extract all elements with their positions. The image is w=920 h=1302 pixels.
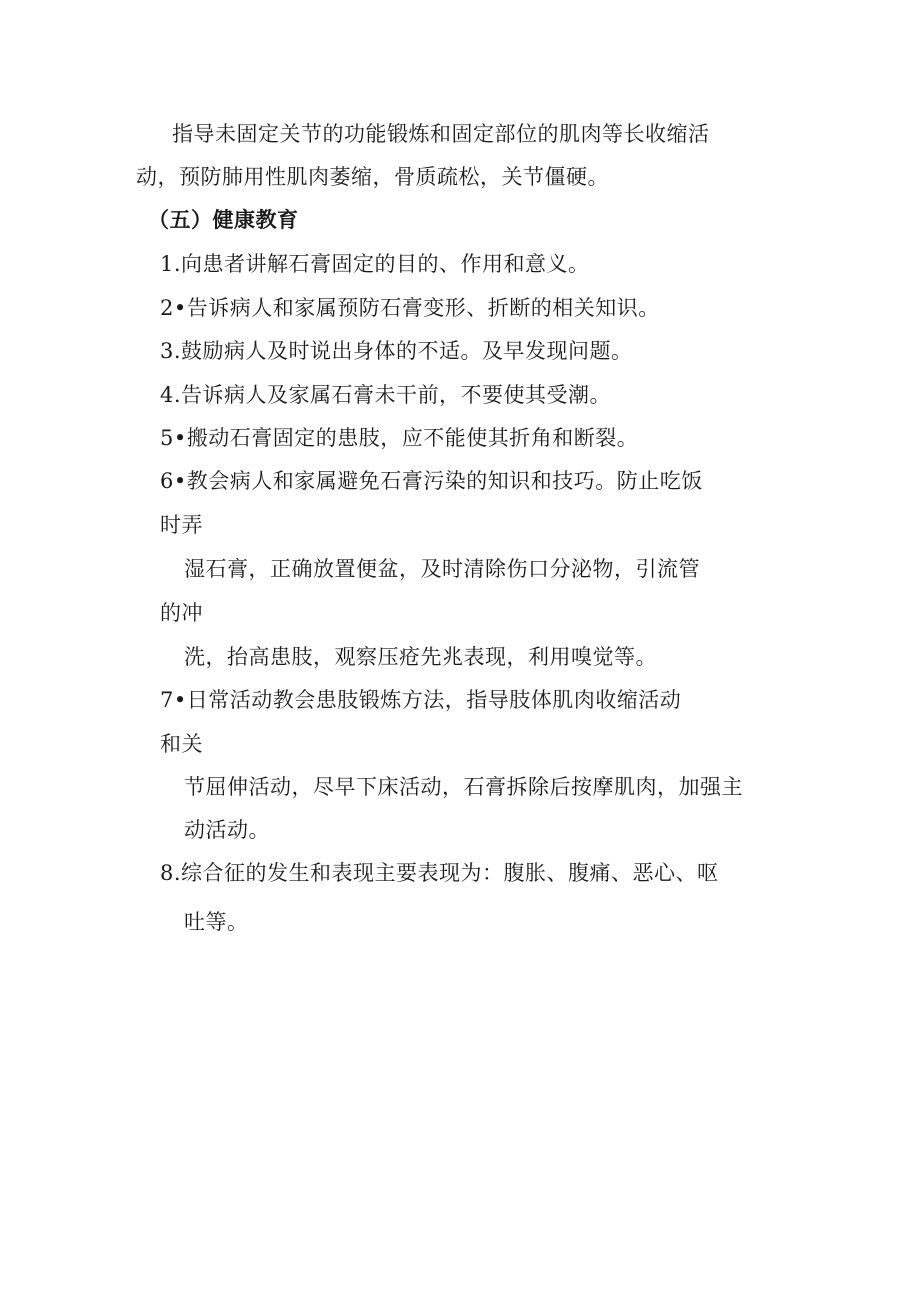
section-heading: （五）健康教育: [148, 208, 299, 232]
list-item-8-line-1: 8.综合征的发生和表现主要表现为：腹胀、腹痛、恶心、呕: [160, 861, 719, 885]
list-item-4: 4.告诉病人及家属石膏未干前，不要使其受潮。: [160, 383, 612, 407]
list-item-7-line-2: 和关: [160, 732, 203, 756]
intro-line-1: 指导未固定关节的功能锻炼和固定部位的肌肉等长收缩活: [172, 122, 710, 146]
list-item-7-line-3: 节屈伸活动，尽早下床活动，石膏拆除后按摩肌肉，加强主: [184, 775, 743, 799]
list-item-6-line-3: 湿石膏，正确放置便盆，及时清除伤口分泌物，引流管: [184, 557, 700, 581]
list-item-7-line-1: 7•日常活动教会患肢锻炼方法，指导肢体肌肉收缩活动: [160, 688, 682, 712]
list-item-6-line-2: 时弄: [160, 513, 203, 537]
list-item-8-line-2: 吐等。: [184, 910, 249, 934]
list-item-1: 1.向患者讲解石膏固定的目的、作用和意义。: [160, 252, 590, 276]
list-item-5: 5•搬动石膏固定的患肢，应不能使其折角和断裂。: [160, 426, 639, 450]
list-item-6-line-1: 6•教会病人和家属避免石膏污染的知识和技巧。防止吃饭: [160, 469, 703, 493]
list-item-6-line-4: 的冲: [160, 601, 203, 625]
list-item-3: 3.鼓励病人及时说出身体的不适。及早发现问题。: [160, 339, 633, 363]
list-item-2: 2•告诉病人和家属预防石膏变形、折断的相关知识。: [160, 296, 660, 320]
intro-line-2: 动，预防肺用性肌肉萎缩，骨质疏松，关节僵硬。: [136, 165, 609, 189]
list-item-6-line-5: 洗，抬高患肢，观察压疮先兆表现，利用嗅觉等。: [184, 645, 657, 669]
list-item-7-line-4: 动活动。: [184, 818, 270, 842]
